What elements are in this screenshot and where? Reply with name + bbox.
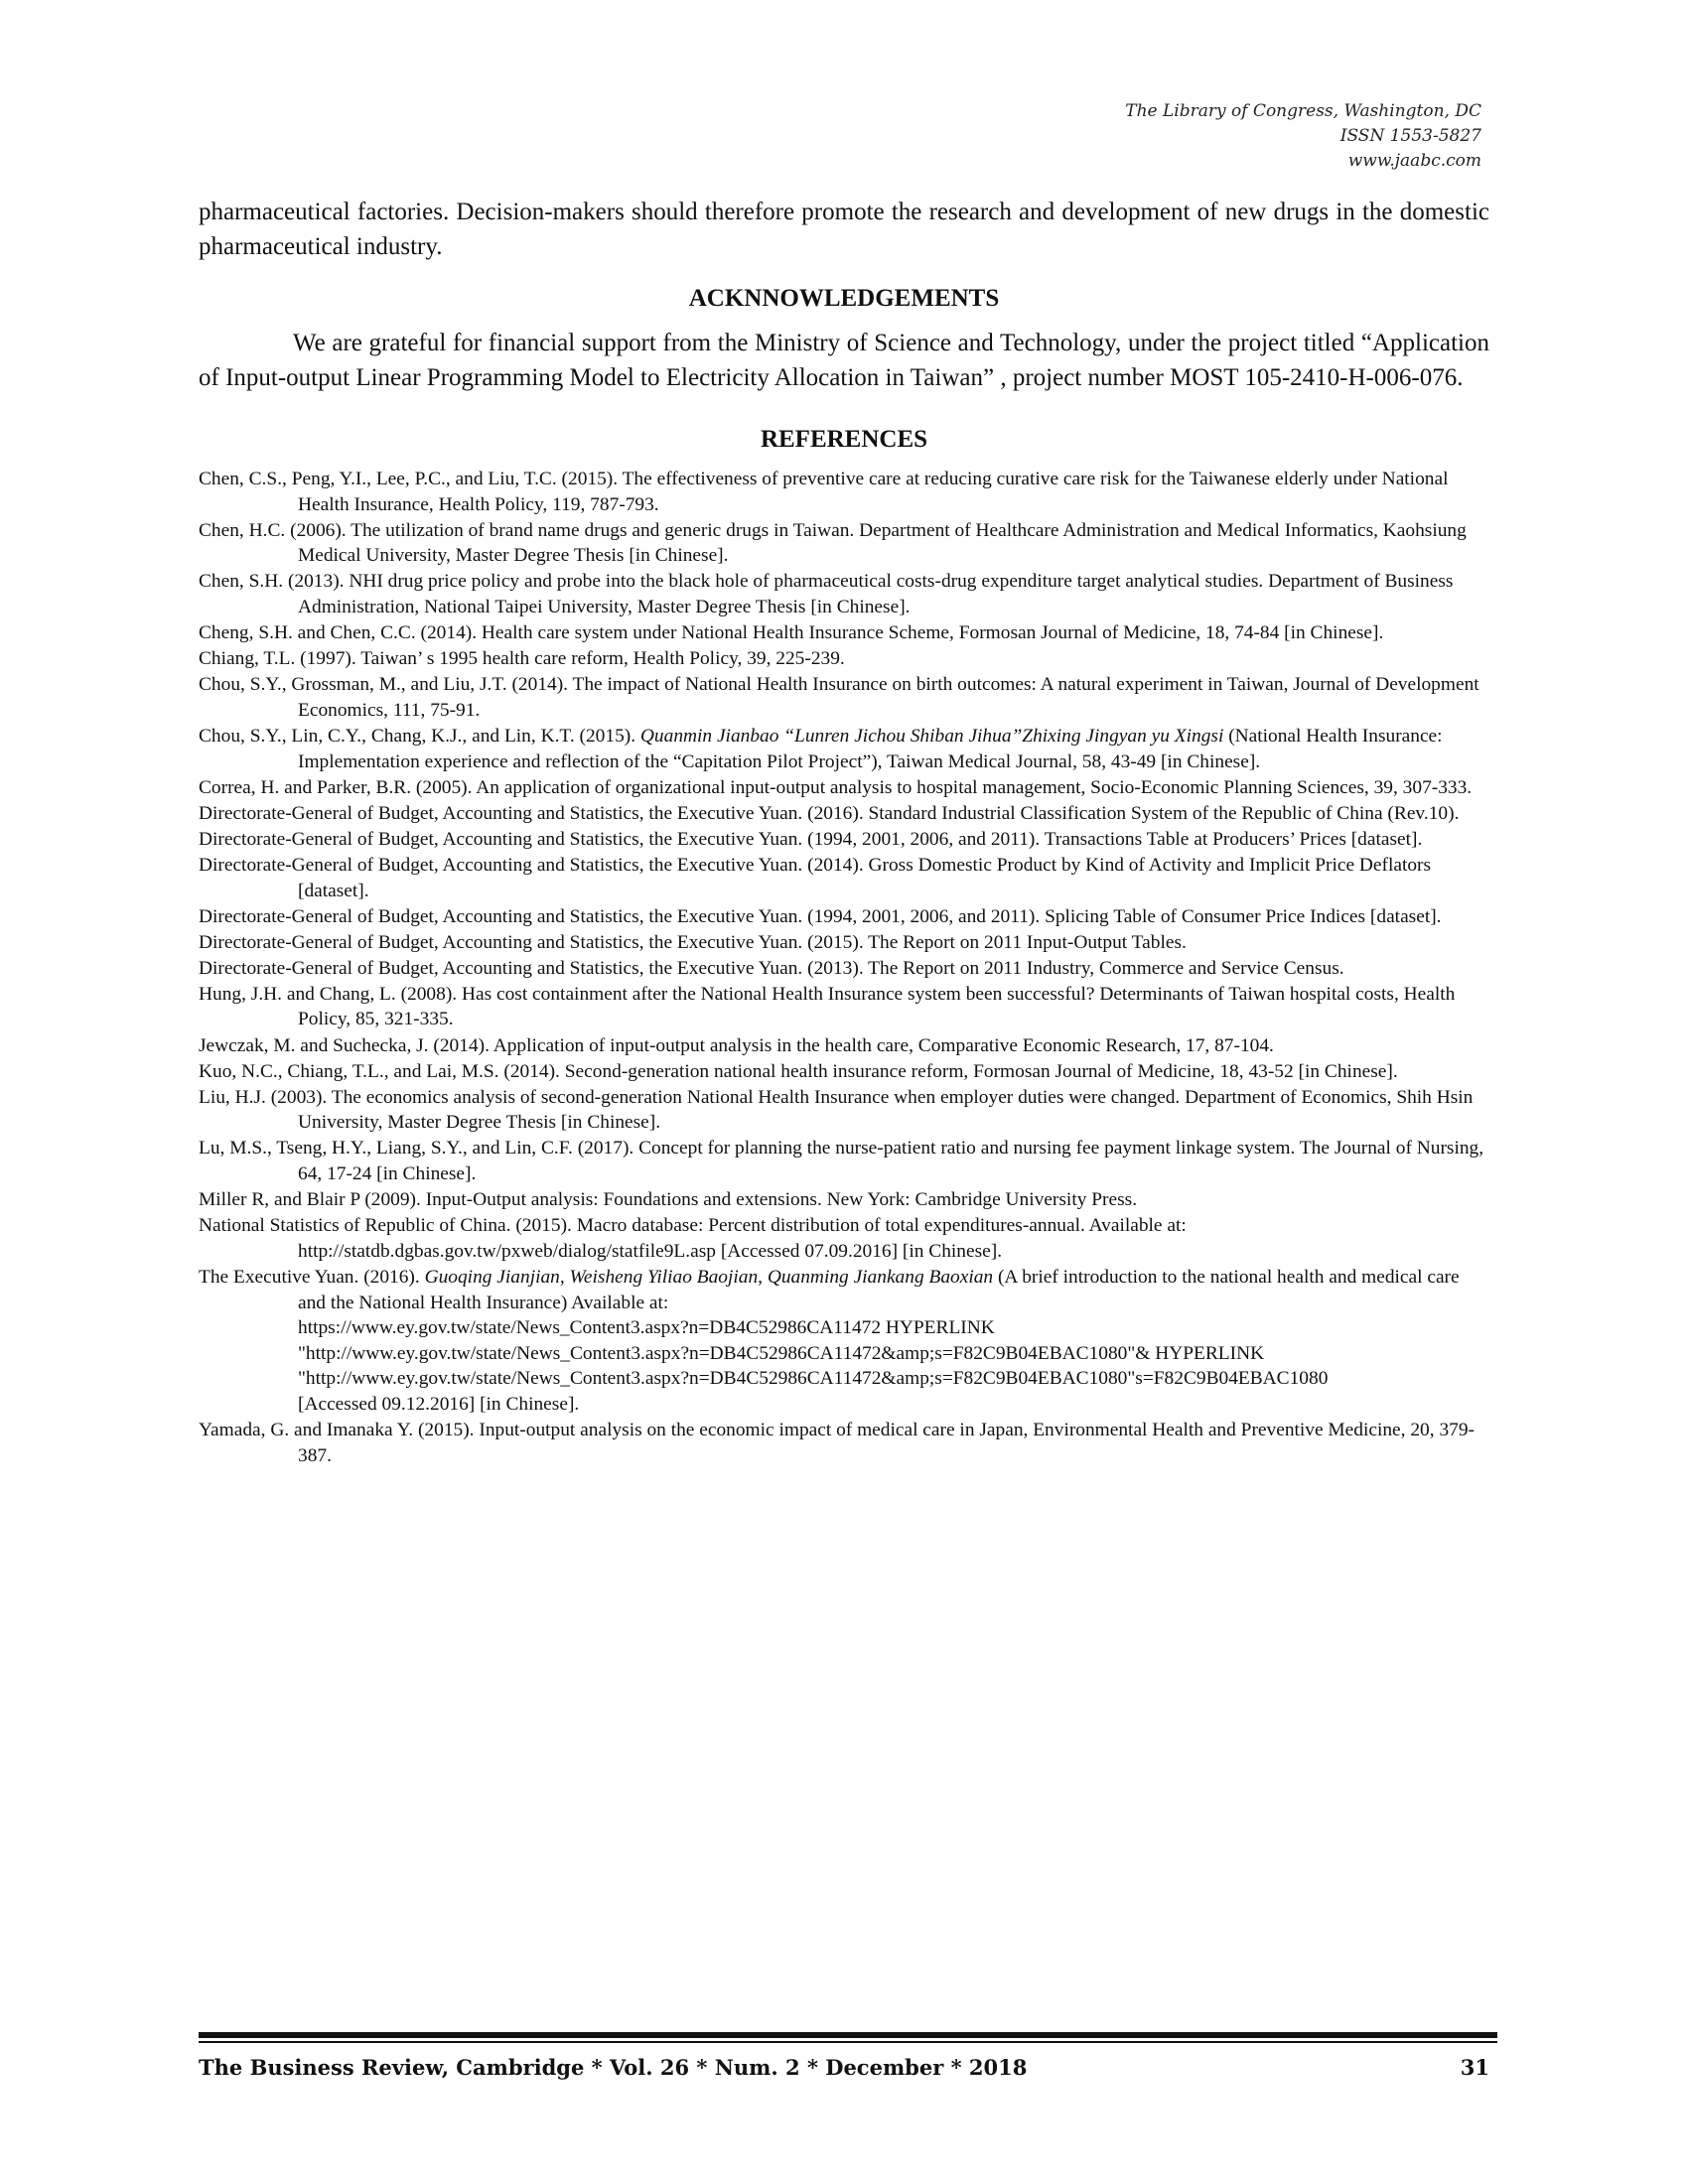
intro-paragraph: pharmaceutical factories. Decision-makers should therefore promote the research and development of new drugs in the domestic pharmaceutical industry. bbox=[199, 199, 1489, 260]
reference-item: Directorate-General of Budget, Accounting and Statistics, the Executive Yuan. (2014). Gross Domestic Product by Kind of Activity and Implicit Price Deflators [dataset]. bbox=[199, 854, 1432, 901]
reference-item: Directorate-General of Budget, Accounting and Statistics, the Executive Yuan. (1994, 2001, 2006, and 2011). Transactions Table at Producers’ Prices [dataset]. bbox=[199, 828, 1423, 850]
reference-item: Directorate-General of Budget, Accounting and Statistics, the Executive Yuan. (2015). The Report on 2011 Input-Output Tables. bbox=[199, 931, 1187, 953]
reference-url-line: [Accessed 09.12.2016] [in Chinese]. bbox=[298, 1393, 580, 1415]
reference-item: National Statistics of Republic of China. (2015). Macro database: Percent distribution of total expenditures-annual. Available at: http://statdb.dgbas.gov.tw/pxweb/dialog/statfile9L.asp [Accessed 07.09.2016] [in Chinese]. bbox=[199, 1215, 1187, 1262]
reference-details: (A brief introduction to the national health and medical care and the National Health Insurance) Available at: bbox=[298, 1266, 1460, 1313]
reference-item: Hung, J.H. and Chang, L. (2008). Has cost containment after the National Health Insurance system been successful? Determinants of Taiwan hospital costs, Health Policy, 85, 321-335. bbox=[199, 983, 1456, 1030]
reference-authors: The Executive Yuan. (2016). bbox=[199, 1266, 425, 1288]
running-footer bbox=[199, 2053, 1489, 2083]
page-number: 31 bbox=[1460, 2055, 1489, 2080]
running-header bbox=[1125, 99, 1481, 174]
reference-item: Directorate-General of Budget, Accounting and Statistics, the Executive Yuan. (2016). Standard Industrial Classification System of the Republic of China (Rev.10). bbox=[199, 802, 1460, 824]
page-body bbox=[199, 195, 1489, 1469]
reference-item: Chiang, T.L. (1997). Taiwan’ s 1995 health care reform, Health Policy, 39, 225-239. bbox=[199, 648, 845, 670]
reference-authors: Chou, S.Y., Lin, C.Y., Chang, K.J., and Lin, K.T. (2015). bbox=[199, 725, 640, 747]
footer-journal: The Business Review, Cambridge * Vol. 26 * Num. 2 * December * 2018 bbox=[199, 2055, 1028, 2080]
reference-item: Correa, H. and Parker, B.R. (2005). An application of organizational input-output analysis to hospital management, Socio-Economic Planning Sciences, 39, 307-333. bbox=[199, 776, 1473, 798]
reference-item: Chou, S.Y., Grossman, M., and Liu, J.T. (2014). The impact of National Health Insurance on birth outcomes: A natural experiment in Taiwan, Journal of Development Economics, 111, 75-91. bbox=[199, 674, 1479, 721]
reference-list bbox=[199, 467, 1489, 1468]
footer-divider-thick bbox=[199, 2032, 1497, 2038]
reference-url-line: https://www.ey.gov.tw/state/News_Content3.aspx?n=DB4C52986CA11472 HYPERLINK bbox=[298, 1317, 995, 1339]
reference-item: Liu, H.J. (2003). The economics analysis of second-generation National Health Insurance when employer duties were changed. Department of Economics, Shih Hsin University, Master Degree Thesis [in Chinese]. bbox=[199, 1086, 1474, 1134]
reference-item: Chen, H.C. (2006). The utilization of brand name drugs and generic drugs in Taiwan. Department of Healthcare Administration and Medical Informatics, Kaohsiung Medical University, Master Degree Thesis [in Chinese]. bbox=[199, 519, 1467, 567]
acknowledgements-text: We are grateful for financial support from the Ministry of Science and Technology, under the project titled “Application of Input-output Linear Programming Model to Electricity Allocation in Taiwan” , project number MOST 105-2410-H-006-076. bbox=[199, 330, 1489, 391]
reference-item: Lu, M.S., Tseng, H.Y., Liang, S.Y., and Lin, C.F. (2017). Concept for planning the nurse-patient ratio and nursing fee payment linkage system. The Journal of Nursing, 64, 17-24 [in Chinese]. bbox=[199, 1138, 1484, 1185]
header-library: The Library of Congress, Washington, DC bbox=[1125, 101, 1481, 121]
reference-item: Directorate-General of Budget, Accounting and Statistics, the Executive Yuan. (2013). The Report on 2011 Industry, Commerce and Service Census. bbox=[199, 957, 1344, 979]
reference-url-line: "http://www.ey.gov.tw/state/News_Content3.aspx?n=DB4C52986CA11472&amp;s=F82C9B04EBAC1080"& HYPERLINK bbox=[298, 1342, 1265, 1364]
reference-item: Miller R, and Blair P (2009). Input-Output analysis: Foundations and extensions. New York: Cambridge University Press. bbox=[199, 1189, 1138, 1211]
footer-divider-thin bbox=[199, 2041, 1497, 2043]
reference-item: Kuo, N.C., Chiang, T.L., and Lai, M.S. (2014). Second-generation national health insurance reform, Formosan Journal of Medicine, 18, 43-52 [in Chinese]. bbox=[199, 1060, 1398, 1082]
acknowledgements-heading: ACKNNOWLEDGEMENTS bbox=[688, 285, 1000, 312]
reference-item bbox=[199, 1265, 1489, 1418]
header-issn: ISSN 1553-5827 bbox=[1339, 126, 1481, 146]
reference-item: Chen, C.S., Peng, Y.I., Lee, P.C., and Liu, T.C. (2015). The effectiveness of preventive care at reducing curative care risk for the Taiwanese elderly under National Health Insurance, Health Policy, 119, 787-793. bbox=[199, 469, 1449, 515]
reference-details: (National Health Insurance: Implementation experience and reflection of the “Capitation Pilot Project”), Taiwan Medical Journal, 58, 43-49 [in Chinese]. bbox=[298, 725, 1443, 772]
reference-item: Directorate-General of Budget, Accounting and Statistics, the Executive Yuan. (1994, 2001, 2006, and 2011). Splicing Table of Consumer Price Indices [dataset]. bbox=[199, 905, 1442, 927]
reference-item bbox=[199, 724, 1489, 774]
reference-italic-title: Quanmin Jianbao “Lunren Jichou Shiban Jihua”Zhixing Jingyan yu Xingsi bbox=[639, 725, 1224, 747]
reference-italic-title: Guoqing Jianjian, Weisheng Yiliao Baojian, Quanming Jiankang Baoxian bbox=[424, 1266, 994, 1288]
reference-item: Cheng, S.H. and Chen, C.C. (2014). Health care system under National Health Insurance Scheme, Formosan Journal of Medicine, 18, 74-84 [in Chinese]. bbox=[199, 622, 1384, 644]
reference-url-line: "http://www.ey.gov.tw/state/News_Content3.aspx?n=DB4C52986CA11472&amp;s=F82C9B04EBAC1080"s=F82C9B04EBAC1080 bbox=[298, 1368, 1329, 1390]
reference-item: Chen, S.H. (2013). NHI drug price policy and probe into the black hole of pharmaceutical costs-drug expenditure target analytical studies. Department of Business Administration, National Taipei University, Master Degree Thesis [in Chinese]. bbox=[199, 571, 1454, 617]
header-website: www.jaabc.com bbox=[1347, 151, 1481, 171]
reference-item: Jewczak, M. and Suchecka, J. (2014). Application of input-output analysis in the health care, Comparative Economic Research, 17, 87-104. bbox=[199, 1034, 1274, 1056]
references-heading: REFERENCES bbox=[760, 426, 928, 453]
reference-item: Yamada, G. and Imanaka Y. (2015). Input-output analysis on the economic impact of medical care in Japan, Environmental Health and Preventive Medicine, 20, 379-387. bbox=[199, 1419, 1475, 1466]
